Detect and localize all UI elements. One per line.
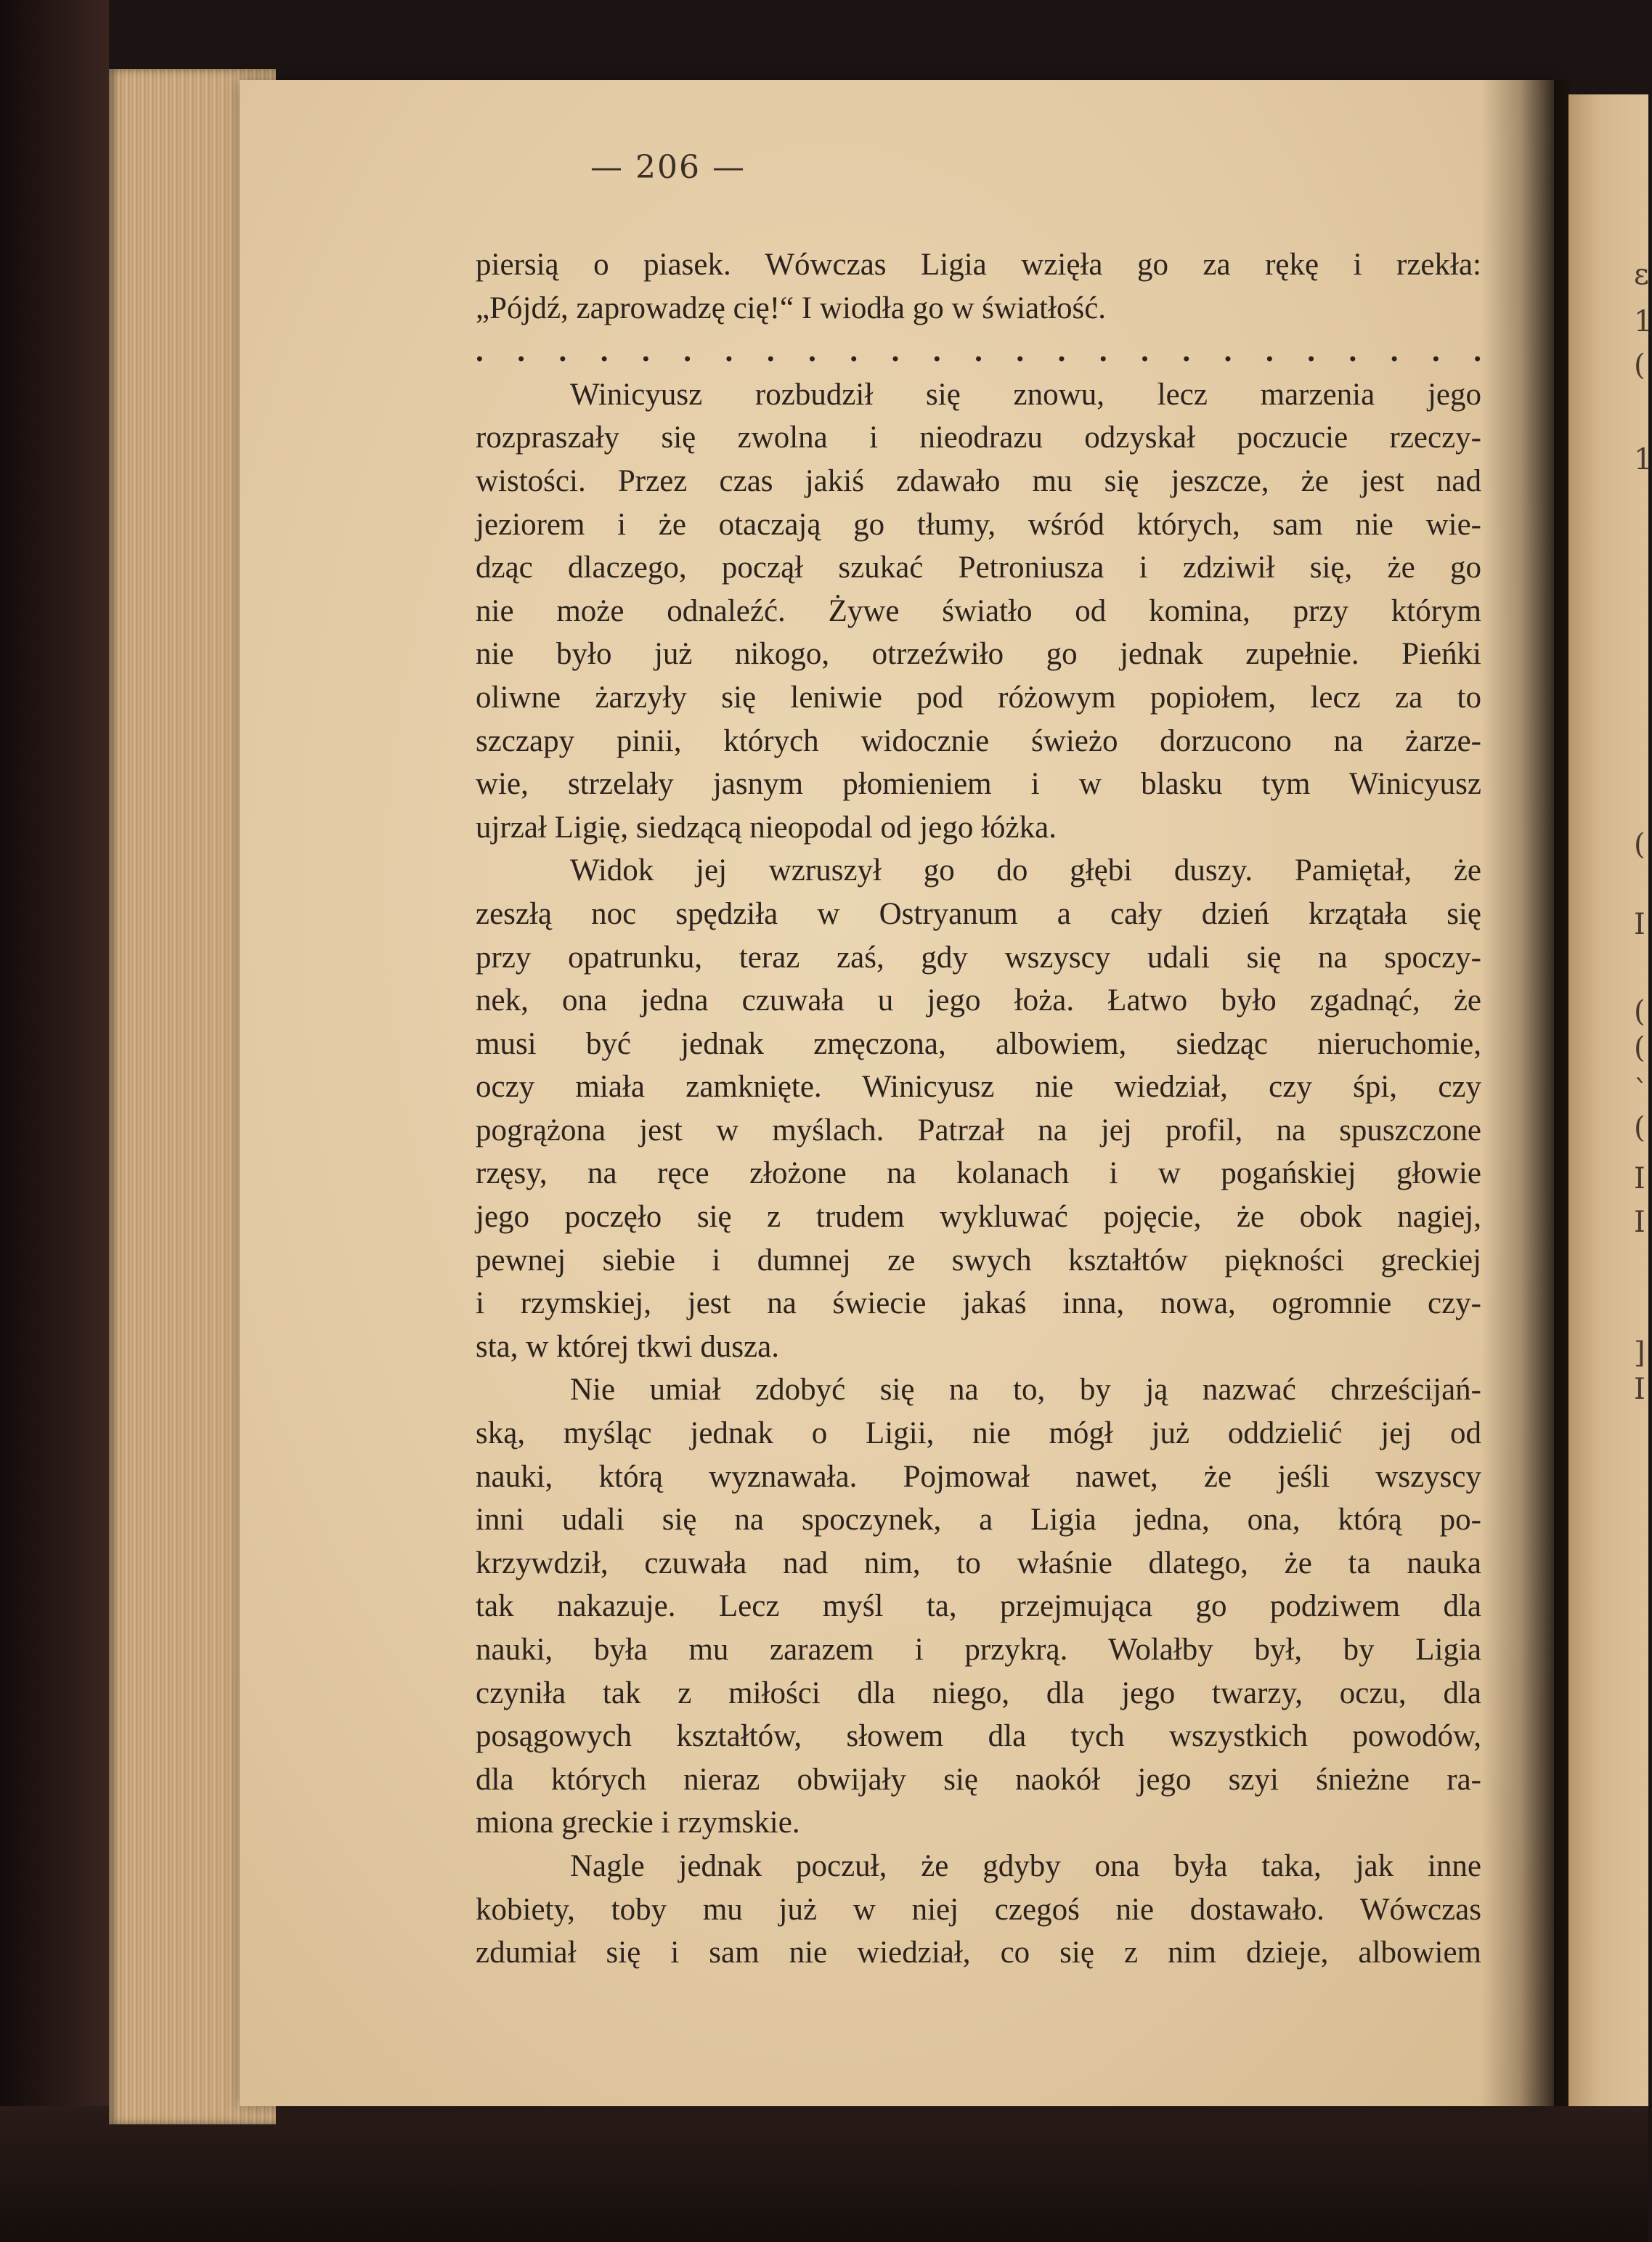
text-line: zeszłą noc spędziła w Ostryanum a cały dzień krzątała się: [476, 896, 1481, 931]
text-line: dla których nieraz obwijały się naokół jego szyi śnieżne ra-: [476, 1762, 1481, 1797]
text-line: tak nakazuje. Lecz myśl ta, przejmująca go podziwem dla: [476, 1589, 1481, 1624]
text-line: Nagle jednak poczuł, że gdyby ona była taka, jak inne: [570, 1848, 1481, 1883]
text-line: pewnej siebie i dumnej ze swych kształtów piękności greckiej: [476, 1243, 1481, 1278]
facing-page-glyph: I: [1634, 1162, 1645, 1195]
text-line: krzywdził, czuwała nad nim, to właśnie dlatego, że ta nauka: [476, 1546, 1481, 1580]
facing-page-glyph: (: [1634, 349, 1645, 382]
text-line: nek, ona jedna czuwała u jego łoża. Łatwo było zgadnąć, że: [476, 983, 1481, 1018]
facing-page-glyph: 1: [1634, 305, 1652, 338]
text-line: piersią o piasek. Wówczas Ligia wzięła go za rękę i rzekła:: [476, 248, 1481, 282]
text-line: nauki, którą wyznawała. Pojmował nawet, że jeśli wszyscy: [476, 1459, 1481, 1494]
book-cover-edge: [0, 0, 109, 2242]
text-line: oczy miała zamknięte. Winicyusz nie wiedział, czy śpi, czy: [476, 1070, 1481, 1105]
facing-page-glyph: I: [1634, 1206, 1645, 1239]
text-line: musi być jednak zmęczona, albowiem, siedząc nieruchomie,: [476, 1026, 1481, 1061]
facing-page-glyph: (: [1634, 995, 1645, 1028]
page-number-header: — 206 —: [590, 149, 746, 186]
section-break-dots: . . . . . . . . . . . . . . . . . . . . . . . . .: [476, 334, 1481, 369]
facing-page-glyph: (: [1634, 1111, 1645, 1145]
text-line: przy opatrunku, teraz zaś, gdy wszyscy udali się na spoczy-: [476, 940, 1481, 975]
text-line: jego poczęło się z trudem wykluwać pojęcie, że obok nagiej,: [476, 1200, 1481, 1235]
facing-page-glyph: I: [1634, 1373, 1645, 1406]
text-line: inni udali się na spoczynek, a Ligia jedna, ona, którą po-: [476, 1503, 1481, 1538]
text-line: wie, strzelały jasnym płomieniem i w blasku tym Winicyusz: [476, 767, 1481, 802]
text-line: sta, w której tkwi dusza.: [476, 1329, 779, 1364]
text-line: pogrążona jest w myślach. Patrzał na jej profil, na spuszczone: [476, 1113, 1481, 1148]
facing-page-glyph: ˋ: [1634, 1075, 1648, 1108]
facing-page-glyph: ]: [1634, 1336, 1645, 1370]
background-bottom: [0, 2106, 1648, 2242]
text-line: jeziorem i że otaczają go tłumy, wśród których, sam nie wie-: [476, 507, 1481, 542]
text-line: nauki, była mu zarazem i przykrą. Wolałby był, by Ligia: [476, 1633, 1481, 1667]
book-gutter: [1481, 80, 1568, 2106]
text-line: Widok jej wzruszył go do głębi duszy. Pamiętał, że: [570, 853, 1481, 888]
text-line: zdumiał się i sam nie wiedział, co się z nim dzieje, albowiem: [476, 1936, 1481, 1970]
text-line: posągowych kształtów, słowem dla tych wszystkich powodów,: [476, 1719, 1481, 1754]
text-line: oliwne żarzyły się leniwie pod różowym popiołem, lecz za to: [476, 680, 1481, 715]
text-line: nie może odnaleźć. Żywe światło od komina, przy którym: [476, 593, 1481, 628]
text-line: miona greckie i rzymskie.: [476, 1806, 800, 1840]
facing-page-glyph: (: [1634, 828, 1645, 861]
text-line: ujrzał Ligię, siedzącą nieopodal od jego łóżka.: [476, 810, 1057, 845]
text-line: Winicyusz rozbudził się znowu, lecz marzenia jego: [570, 377, 1481, 412]
text-line: Nie umiał zdobyć się na to, by ją nazwać chrześcijań-: [570, 1373, 1481, 1408]
text-line: kobiety, toby mu już w niej czegoś nie dostawało. Wówczas: [476, 1892, 1481, 1927]
facing-page-glyph: I: [1634, 908, 1645, 941]
text-line: szczapy pinii, których widocznie świeżo dorzucono na żarze-: [476, 723, 1481, 758]
text-line: i rzymskiej, jest na świecie jakaś inna, nowa, ogromnie czy-: [476, 1286, 1481, 1321]
facing-page-glyph: 1: [1634, 443, 1652, 476]
text-line: czyniła tak z miłości dla niego, dla jego twarzy, oczu, dla: [476, 1676, 1481, 1710]
page-text: [476, 243, 1481, 1975]
text-line: wistości. Przez czas jakiś zdawało mu się jeszcze, że jest nad: [476, 463, 1481, 498]
text-line: „Pójdź, zaprowadzę cię!“ I wiodła go w światłość.: [476, 291, 1107, 325]
text-line: dząc dlaczego, począł szukać Petroniusza i zdziwił się, że go: [476, 551, 1481, 585]
text-line: rzęsy, na ręce złożone na kolanach i w pogańskiej głowie: [476, 1156, 1481, 1191]
facing-page-glyph: (: [1634, 1031, 1645, 1065]
text-line: rozpraszały się zwolna i nieodrazu odzyskał poczucie rzeczy-: [476, 421, 1481, 455]
text-line: nie było już nikogo, otrzeźwiło go jednak zupełnie. Pieńki: [476, 637, 1481, 672]
facing-page-glyph: ε: [1634, 258, 1649, 291]
text-line: ską, myśląc jednak o Ligii, nie mógł już oddzielić jej od: [476, 1416, 1481, 1451]
